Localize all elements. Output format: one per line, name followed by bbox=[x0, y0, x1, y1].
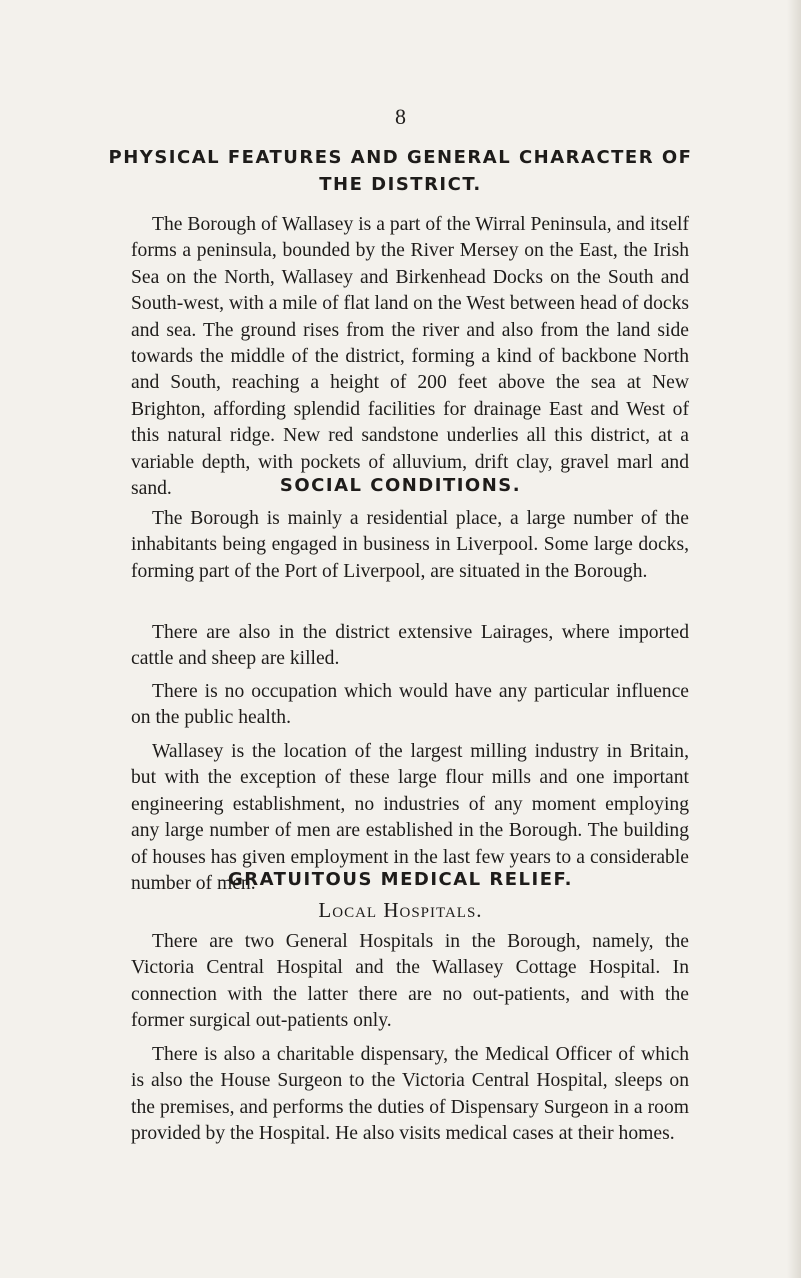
physical-features-title-line2: THE DISTRICT. bbox=[319, 174, 482, 195]
physical-features-paragraph: The Borough of Wallasey is a part of the Wirral Peninsula, and itself forms a peninsula, bounded by the River Mersey on the East, the Irish Sea on the North, Wallasey and Birkenhead Docks on the South and South-west, with a mile of flat land on the West between head of docks and sea. The ground rises from the river and also from the land side towards the middle of the district, forming a kind of backbone North and South, reaching a height of 200 feet above the sea at New Brighton, affording splendid facilities for drainage East and West of this natural ridge. New red sandstone underlies all this district, at a variable depth, with pockets of alluvium, drift clay, gravel marl and sand. bbox=[131, 214, 689, 500]
medical-relief-title: GRATUITOUS MEDICAL RELIEF. bbox=[227, 869, 574, 890]
social-conditions-paragraph-1: The Borough is mainly a residential place, a large number of the inhabitants being engaged in business in Liverpool. Some large docks, forming part of the Port of Liverpool, are situated in the Borough. bbox=[131, 508, 689, 582]
social-conditions-paragraph-2: There are also in the district extensive Lairages, where imported cattle and sheep are killed. bbox=[131, 622, 689, 670]
local-hospitals-subtitle: Local Hospitals. bbox=[318, 898, 483, 922]
page-number: 8 bbox=[395, 104, 406, 129]
social-conditions-title: SOCIAL CONDITIONS. bbox=[279, 475, 522, 496]
medical-relief-paragraph-2: There is also a charitable dispensary, the Medical Officer of which is also the House Surgeon to the Victoria Central Hospital, sleeps on the premises, and performs the duties of Dispensary Surgeon in a room provided by the Hospital. He also visits medical cases at their homes. bbox=[131, 1044, 689, 1145]
medical-relief-paragraph-1: There are two General Hospitals in the Borough, namely, the Victoria Central Hospital and the Wallasey Cottage Hospital. In connection with the latter there are no out-patients, and with the former surgical out-patients only. bbox=[131, 931, 689, 1032]
social-conditions-paragraph-3: There is no occupation which would have any particular influence on the public health. bbox=[131, 681, 689, 729]
physical-features-title-line1: PHYSICAL FEATURES AND GENERAL CHARACTER OF bbox=[108, 147, 693, 168]
social-conditions-paragraph-4: Wallasey is the location of the largest milling industry in Britain, but with the exception of these large flour mills and one important engineering establishment, no industries of any moment employing any large number of men are established in the Borough. The building of houses has given employment in the last few years to a considerable number of men. bbox=[131, 741, 689, 895]
